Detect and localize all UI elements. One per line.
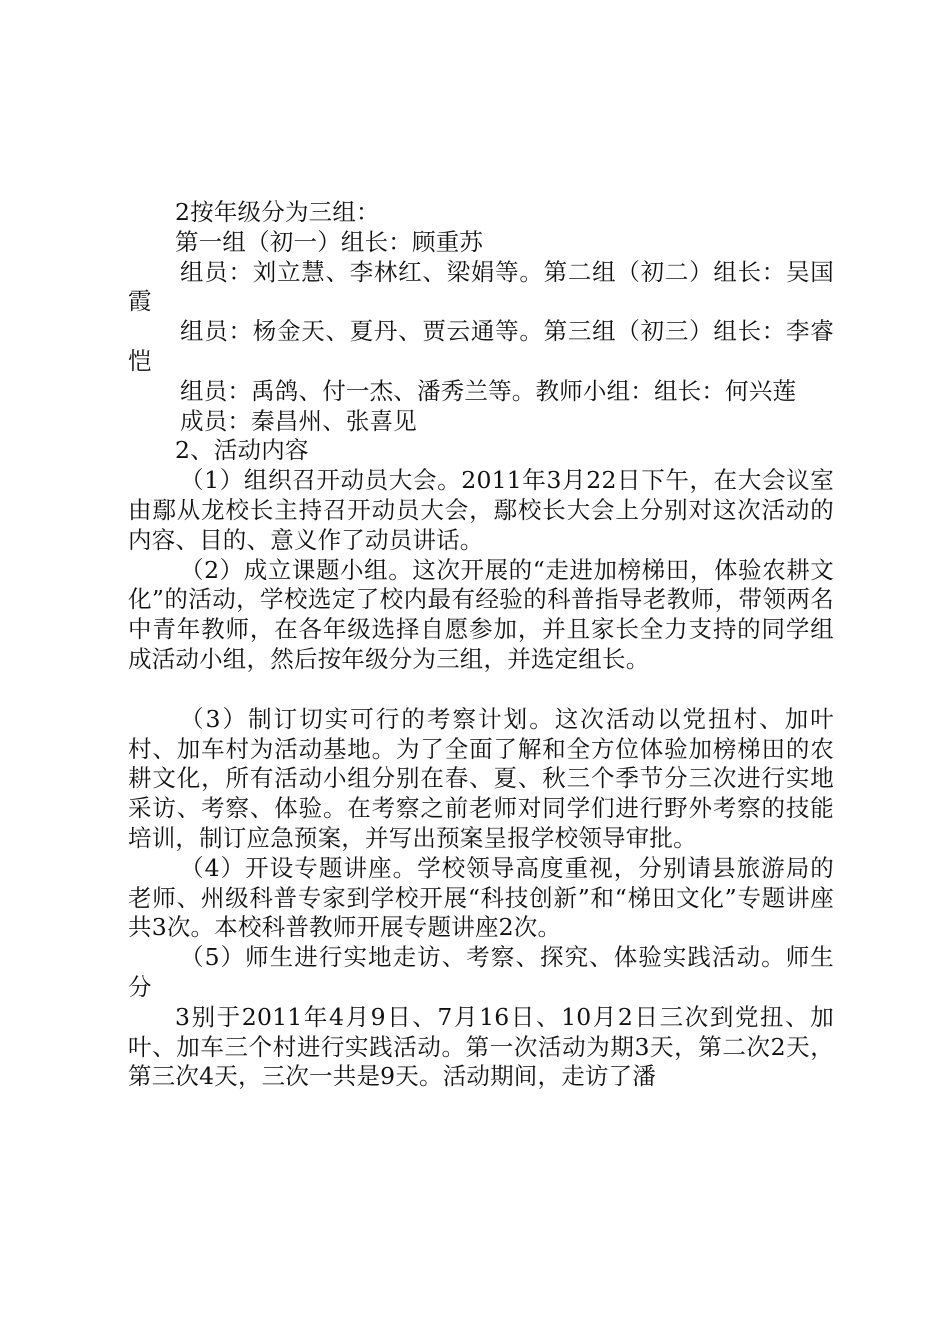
paragraph-group-one-members: 组员：刘立慧、李林红、梁娟等。第二组（初二）组长：吴国霞 — [128, 257, 834, 316]
section-heading-activity-content: 2、活动内容 — [175, 436, 309, 465]
paragraph-item-2: （2）成立课题小组。这次开展的“走进加榜梯田，体验农耕文化”的活动，学校选定了校内最有经验的科普指导老教师，带领两名中青年教师，在各年级选择自愿参加，并且家长全力支持的同学组成活动小组，然后按年级分为三组，并选定组长。 — [128, 555, 834, 673]
paragraph-item-4: （4）开设专题讲座。学校领导高度重视，分别请县旅游局的老师、州级科普专家到学校开展“科技创新”和“梯田文化”专题讲座共3次。本校科普教师开展专题讲座2次。 — [128, 853, 834, 942]
paragraph-grouping-heading: 2按年级分为三组： — [175, 198, 380, 226]
paragraph-item-3: （3）制订切实可行的考察计划。这次活动以党扭村、加叶村、加车村为活动基地。为了全面了解和全方位体验加榜梯田的农耕文化，所有活动小组分别在春、夏、秋三个季节分三次进行实地采访、考察、体验。在考察之前老师对同学们进行野外考察的技能培训，制订应急预案，并写出预案呈报学校领导审批。 — [128, 704, 834, 852]
paragraph-teacher-members: 成员：秦昌州、张喜见 — [180, 406, 417, 435]
paragraph-group-three-members: 组员：禹鸽、付一杰、潘秀兰等。教师小组：组长：何兴莲 — [180, 376, 797, 405]
body-text — [128, 198, 834, 1092]
paragraph-item-5: （5）师生进行实地走访、考察、探究、体验实践活动。师生分 — [128, 943, 834, 1001]
paragraph-item-5-continued: 3别于2011年4月9日、7月16日、10月2日三次到党扭、加叶、加车三个村进行实践活动。第一次活动为期3天，第二次2天，第三次4天，三次一共是9天。活动期间，走访了潘 — [128, 1002, 834, 1091]
paragraph-spacer — [128, 675, 834, 705]
paragraph-group-two-members: 组员：杨金天、夏丹、贾云通等。第三组（初三）组长：李睿恺 — [128, 317, 834, 375]
paragraph-group-one-leader: 第一组（初一）组长：顾重苏 — [175, 227, 484, 256]
paragraph-item-1: （1）组织召开动员大会。2011年3月22日下午，在大会议室由鄢从龙校长主持召开动员大会，鄢校长大会上分别对这次活动的内容、目的、意义作了动员讲话。 — [128, 466, 834, 554]
